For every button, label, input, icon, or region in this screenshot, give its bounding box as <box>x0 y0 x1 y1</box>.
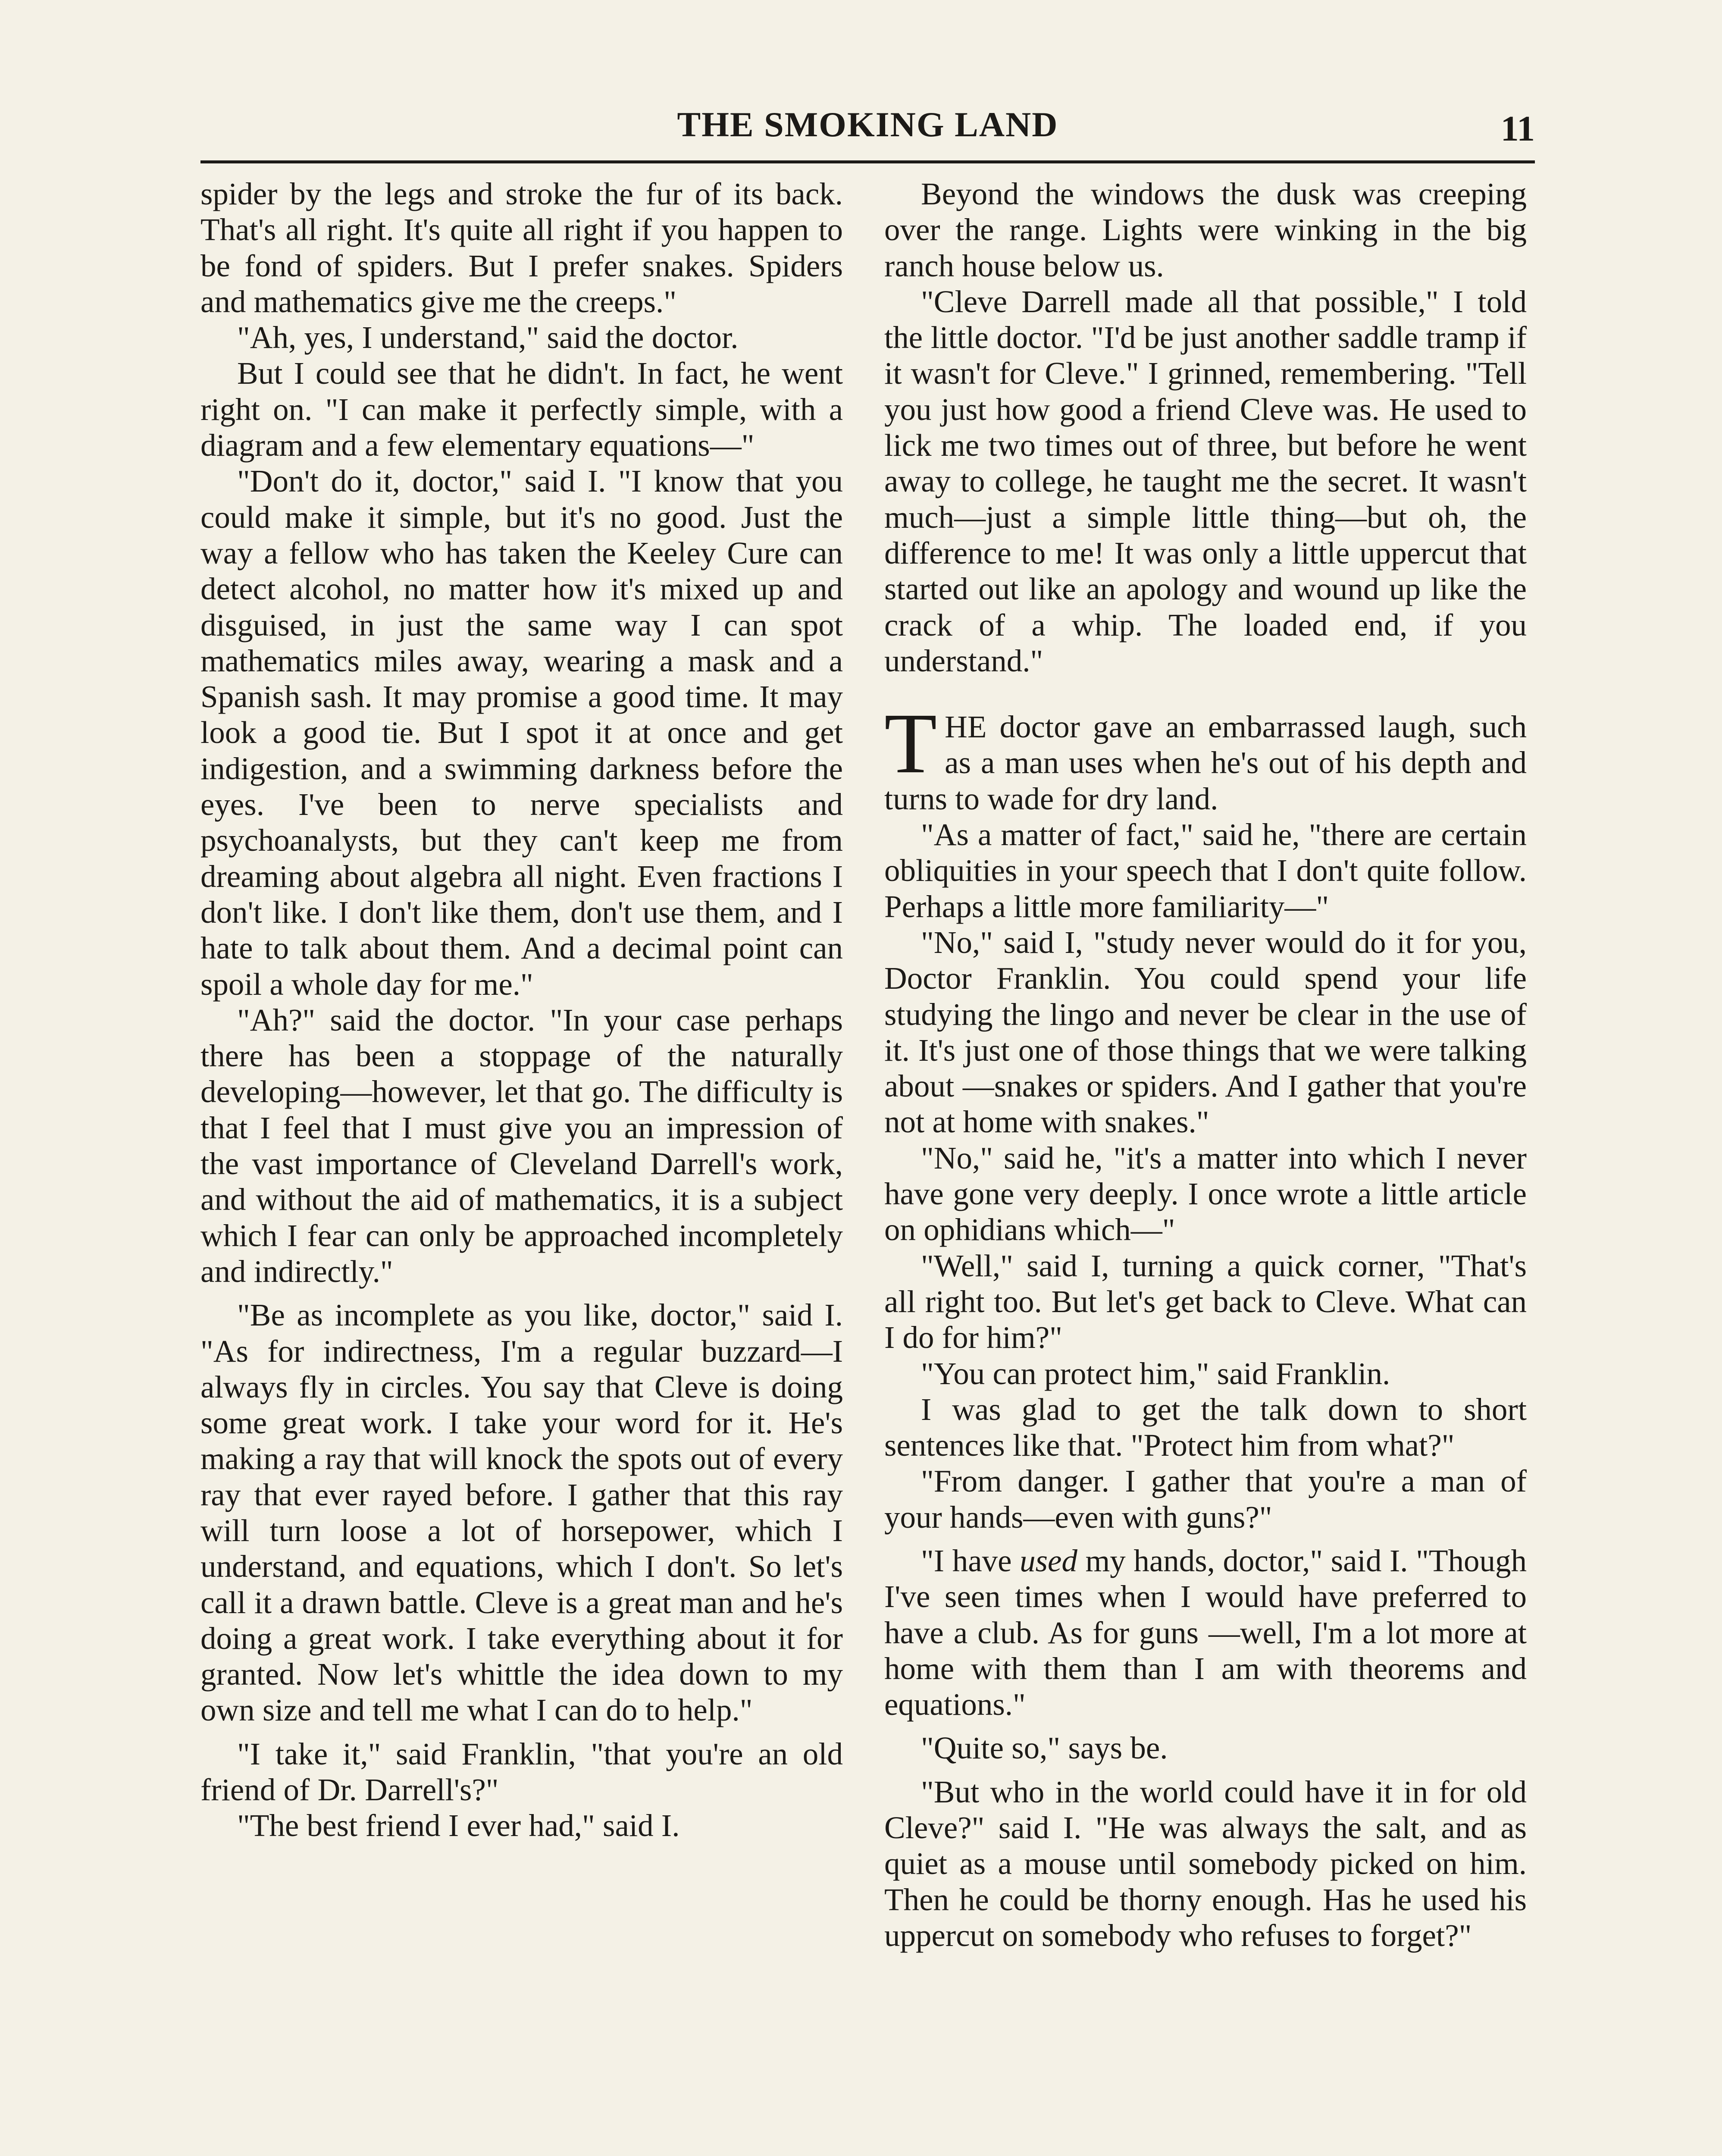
running-title: THE SMOKING LAND <box>677 105 1058 144</box>
paragraph: I was glad to get the talk down to short sentences like that. "Protect him from what?" <box>884 1391 1527 1463</box>
paragraph: "But who in the world could have it in for old Cleve?" said I. "He was always the salt, and as quiet as a mouse until somebody picked on him. Then he could be thorny enough. Has he used his uppercut on somebody who refuses to forget?" <box>884 1774 1527 1953</box>
paragraph: "I take it," said Franklin, "that you're an old friend of Dr. Darrell's?" <box>200 1736 843 1808</box>
paragraph: "Well," said I, turning a quick corner, "That's all right too. But let's get back to Cleve. What can I do for him?" <box>884 1248 1527 1355</box>
drop-cap: T <box>884 696 937 792</box>
paragraph: "Cleve Darrell made all that possible," I told the little doctor. "I'd be just another saddle tramp if it wasn't for Cleve." I grinned, remembering. "Tell you just how good a friend Cleve was. He used to lick me two times out of three, but before he went away to college, he taught me the secret. It wasn't much—just a simple little thing—but oh, the difference to me! It was only a little uppercut that started out like an apology and wound up like the crack of a whip. The loaded end, if you understand." <box>884 284 1527 678</box>
paragraph: "The best friend I ever had," said I. <box>237 1808 680 1843</box>
paragraph: "Ah, yes, I understand," said the doctor. <box>237 320 739 355</box>
paragraph: "As a matter of fact," said he, "there are certain obliquities in your speech that I don't quite follow. Perhaps a little more familiarity—" <box>884 817 1527 924</box>
paragraph <box>884 1543 1527 1722</box>
paragraph: But I could see that he didn't. In fact, he went right on. "I can make it perfectly simple, with a diagram and a few elementary equations—" <box>200 356 843 463</box>
italic-word: used <box>1020 1543 1077 1578</box>
paragraph: "Don't do it, doctor," said I. "I know that you could make it simple, but it's no good. Just the way a fellow who has taken the Keeley Cure can detect alcohol, no matter how it's mixed up and disguised, in just the same way I can spot mathematics miles away, wearing a mask and a Spanish sash. It may promise a good time. It may look a good tie. But I spot it at once and get indigestion, and a swimming darkness before the eyes. I've been to nerve specialists and psychoanalysts, but they can't keep me from dreaming about algebra all night. Even fractions I don't like. I don't like them, don't use them, and I hate to talk about them. And a decimal point can spoil a whole day for me." <box>200 464 843 1002</box>
right-column <box>884 176 1527 1953</box>
paragraph: "You can protect him," said Franklin. <box>921 1356 1390 1391</box>
paragraph: spider by the legs and stroke the fur of its back. That's all right. It's quite all right if you happen to be fond of spiders. But I prefer snakes. Spiders and mathematics give me the creeps." <box>200 176 843 319</box>
section-opening-paragraph <box>884 696 1527 817</box>
paragraph: "Be as incomplete as you like, doctor," said I. "As for indirectness, I'm a regular buzzard—I always fly in circles. You say that Cleve is doing some great work. I take your word for it. He's making a ray that will knock the spots out of every ray that ever rayed before. I gather that this ray will turn loose a lot of horsepower, which I understand, and equations, which I don't. So let's call it a drawn battle. Cleve is a great man and he's doing a great work. I take everything about it for granted. Now let's whittle the idea down to my own size and tell me what I can do to help." <box>200 1297 843 1728</box>
paragraph: "No," said I, "study never would do it for you, Doctor Franklin. You could spend your life studying the lingo and never be clear in the use of it. It's just one of those things that we were talking about —snakes or spiders. And I gather that you're not at home with snakes." <box>884 924 1527 1140</box>
page-number: 11 <box>1500 109 1535 149</box>
paragraph: "Ah?" said the doctor. "In your case perhaps there has been a stoppage of the naturally developing—however, let that go. The difficulty is that I feel that I must give you an impression of the vast importance of Cleveland Darrell's work, and without the aid of mathematics, it is a subject which I fear can only be approached incompletely and indirectly." <box>200 1002 843 1289</box>
paragraph-text: "I have <box>921 1543 1020 1578</box>
paragraph: "Quite so," says be. <box>921 1730 1168 1766</box>
page-header <box>200 100 1535 163</box>
paragraph: "From danger. I gather that you're a man of your hands—even with guns?" <box>884 1463 1527 1535</box>
paragraph: Beyond the windows the dusk was creeping over the range. Lights were winking in the big ranch house below us. <box>884 176 1527 283</box>
left-column <box>200 176 843 1844</box>
paragraph-text: my hands, doctor," said I. "Though I've seen times when I would have preferred to have a club. As for guns —well, I'm a lot more at home with them than I am with theorems and equations." <box>884 1543 1527 1722</box>
paragraph: "No," said he, "it's a matter into which I never have gone very deeply. I once wrote a little article on ophidians which—" <box>884 1140 1527 1247</box>
paragraph-text: HE doctor gave an embarrassed laugh, such as a man uses when he's out of his depth and turns to wade for dry land. <box>884 709 1527 816</box>
